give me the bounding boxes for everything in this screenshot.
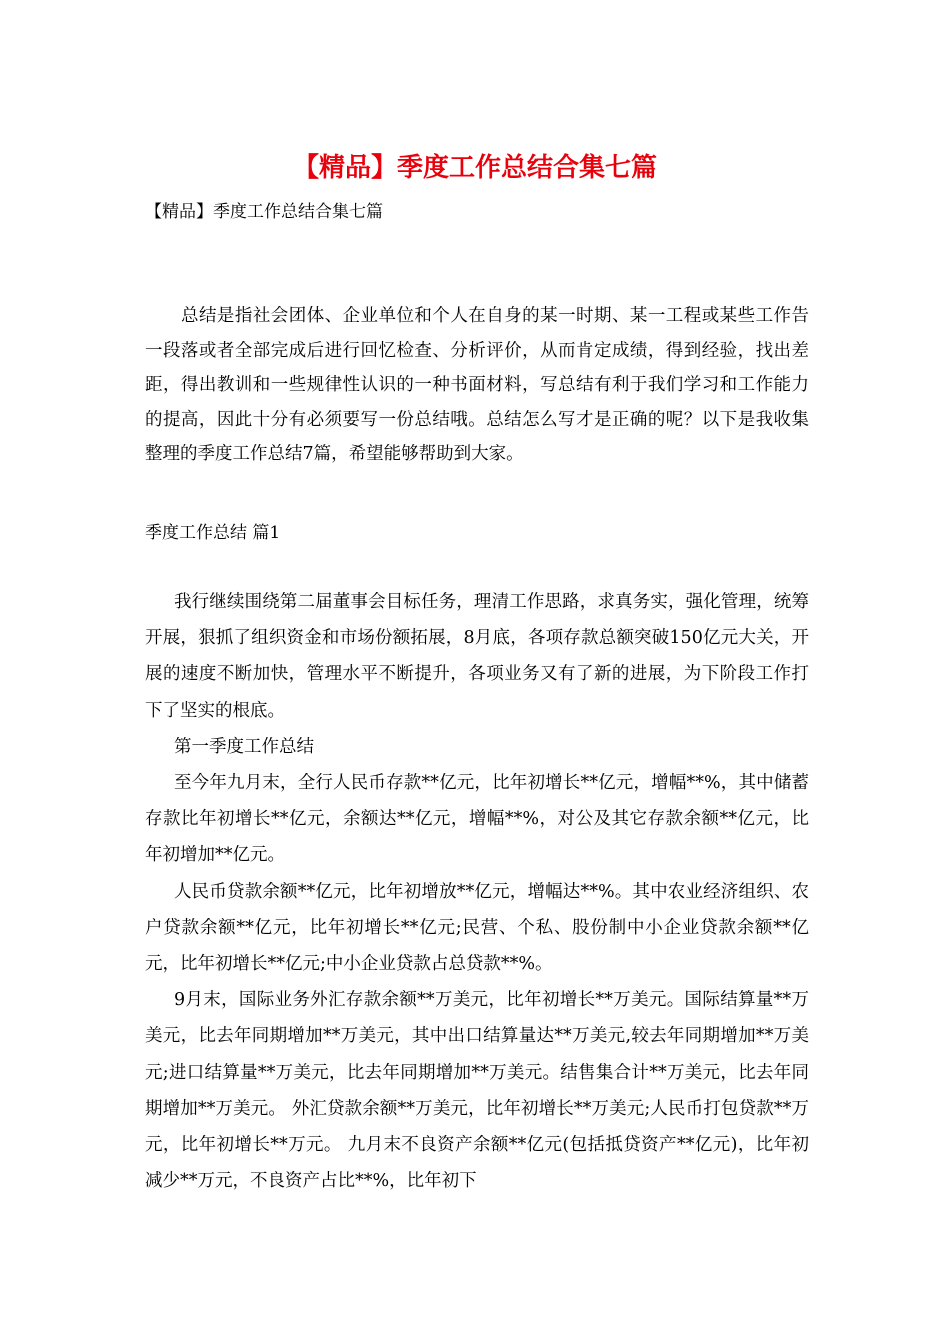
body-paragraph: 我行继续围绕第二届董事会目标任务，理清工作思路，求真务实，强化管理，统筹开展，狠抓了组织资金和市场份额拓展，8月底，各项存款总额突破150亿元大关，开展的速度不断加快，管理水平不断提升，各项业务又有了新的进展，为下阶段工作打下了坚实的根底。: [145, 592, 809, 721]
section-heading: 季度工作总结 篇1: [145, 523, 281, 543]
body-paragraph: 人民币贷款余额**亿元，比年初增放**亿元，增幅达**%。其中农业经济组织、农户贷款余额**亿元，比年初增长**亿元;民营、个私、股份制中小企业贷款余额**亿元，比年初增长**亿元;中小企业贷款占总贷款**%。: [145, 881, 809, 975]
document-title: 【精品】季度工作总结合集七篇: [292, 153, 657, 183]
body-paragraph: 至今年九月末，全行人民币存款**亿元，比年初增长**亿元，增幅**%，其中储蓄存款比年初增长**亿元，余额达**亿元，增幅**%，对公及其它存款余额**亿元，比年初增加**亿元。: [145, 773, 809, 866]
document-subtitle: 【精品】季度工作总结合集七篇: [145, 202, 383, 222]
body-subheading: 第一季度工作总结: [174, 736, 314, 757]
intro-paragraph: 总结是指社会团体、企业单位和个人在自身的某一时期、某一工程或某些工作告一段落或者全部完成后进行回忆检查、分析评价，从而肯定成绩，得到经验，找出差距，得出教训和一些规律性认识的一种书面材料，写总结有利于我们学习和工作能力的提高，因此十分有必须要写一份总结哦。总结怎么写才是正确的呢？以下是我收集整理的季度工作总结7篇，希望能够帮助到大家。: [145, 306, 809, 464]
section-body: [145, 584, 809, 1199]
body-paragraph: 9月末，国际业务外汇存款余额**万美元，比年初增长**万美元。国际结算量**万美元，比去年同期增加**万美元，其中出口结算量达**万美元,较去年同期增加**万美元;进口结算量**万美元，比去年同期增加**万美元。结售集合计**万美元，比去年同期增加**万美元。 外汇贷款余额**万美元，比年初增长**万美元;人民币打包贷款**万元，比年初增长**万元。 九月末不良资产余额**亿元(包括抵贷资产**亿元)，比年初减少**万元，不良资产占比**%，比年初下: [145, 990, 809, 1192]
